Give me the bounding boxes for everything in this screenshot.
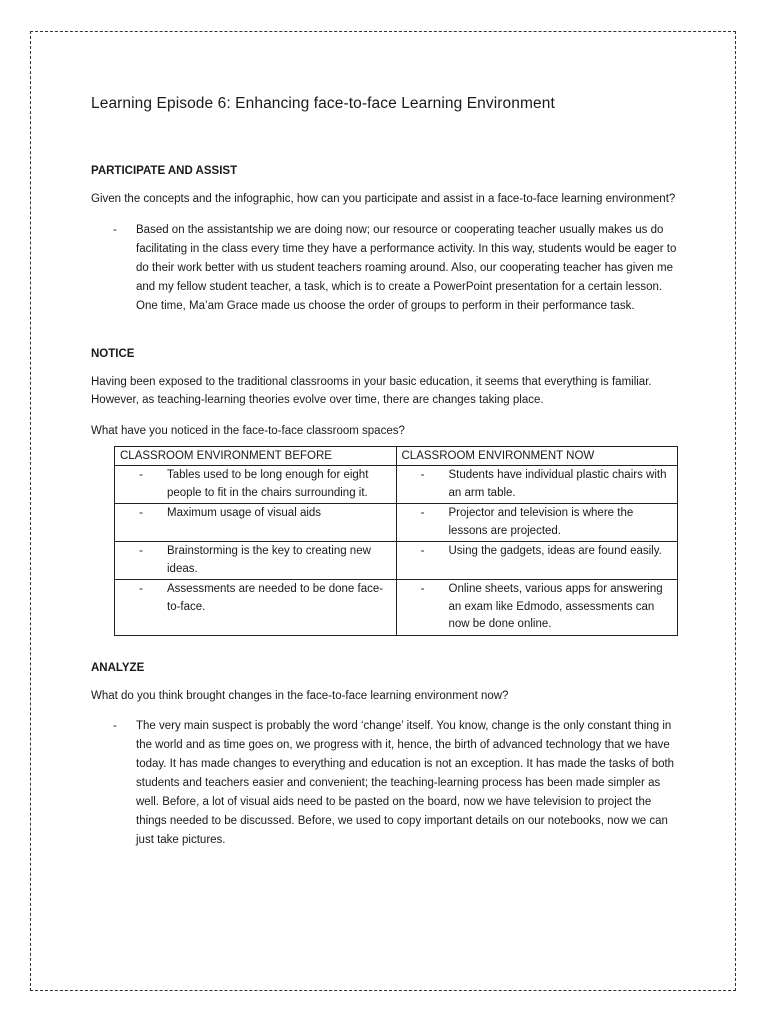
bullet-dash: - xyxy=(113,720,117,732)
cell-before xyxy=(115,466,397,504)
cell-text: Online sheets, various apps for answering an exam like Edmodo, assessments can now be done online. xyxy=(448,583,663,630)
cell-text: Tables used to be long enough for eight people to fit in the chairs surrounding it. xyxy=(167,469,369,499)
table-row xyxy=(115,466,678,504)
bullet-dash: - xyxy=(420,507,425,519)
classroom-comparison-table xyxy=(114,446,678,636)
analyze-answer-text: The very main suspect is probably the word ‘change’ itself. You know, change is the only constant thing in the world and as time goes on, we progress with it, hence, the birth of advanced technology that we have today. It has made changes to everything and education is not an exception. It has made the tasks of both students and teachers easier and convenient; the teaching-learning process has been made simpler as well. Before, a lot of visual aids need to be pasted on the board, now we have television to project the things needed to be discussed. Before, we used to copy important details on our notebooks, now we can just take pictures. xyxy=(136,720,675,846)
cell-text: Brainstorming is the key to creating new ideas. xyxy=(167,545,371,575)
table-header-row xyxy=(115,447,678,466)
cell-now xyxy=(396,466,678,504)
analyze-question: What do you think brought changes in the face-to-face learning environment now? xyxy=(91,689,509,702)
cell-text: Projector and television is where the lessons are projected. xyxy=(448,507,634,537)
participate-question: Given the concepts and the infographic, how can you participate and assist in a face-to-face learning environment? xyxy=(91,193,676,205)
bullet-dash: - xyxy=(113,223,117,236)
cell-before xyxy=(115,580,397,636)
cell-before xyxy=(115,504,397,542)
bullet-dash: - xyxy=(420,469,425,481)
bullet-dash: - xyxy=(420,583,425,595)
analyze-answer xyxy=(113,717,681,850)
table-row xyxy=(115,504,678,542)
cell-now xyxy=(396,580,678,636)
bullet-dash: - xyxy=(139,469,143,481)
participate-heading: PARTICIPATE AND ASSIST xyxy=(91,165,238,177)
notice-intro: Having been exposed to the traditional classrooms in your basic education, it seems that everything is familiar. However, as teaching-learning theories evolve over time, there are changes taking place. xyxy=(91,375,652,406)
bullet-dash: - xyxy=(139,583,143,595)
cell-text: Maximum usage of visual aids xyxy=(167,507,322,519)
table-row xyxy=(115,542,678,580)
cell-text: Assessments are needed to be done face-to-face. xyxy=(167,583,384,613)
bullet-dash: - xyxy=(139,545,143,557)
cell-now xyxy=(396,504,678,542)
notice-heading: NOTICE xyxy=(91,347,135,360)
notice-question: What have you noticed in the face-to-face classroom spaces? xyxy=(91,424,405,437)
page-title: Learning Episode 6: Enhancing face-to-face Learning Environment xyxy=(91,95,555,112)
table-row xyxy=(115,580,678,636)
cell-text: Students have individual plastic chairs with an arm table. xyxy=(448,469,667,499)
participate-answer xyxy=(113,221,681,316)
cell-text: Using the gadgets, ideas are found easily. xyxy=(448,545,662,557)
bullet-dash: - xyxy=(420,545,425,557)
analyze-heading: ANALYZE xyxy=(91,661,145,674)
header-before: CLASSROOM ENVIRONMENT BEFORE xyxy=(115,447,397,466)
header-now: CLASSROOM ENVIRONMENT NOW xyxy=(396,447,678,466)
cell-before xyxy=(115,542,397,580)
cell-now xyxy=(396,542,678,580)
participate-answer-text: Based on the assistantship we are doing now; our resource or cooperating teacher usually makes us do facilitating in the class every time they have a performance activity. In this way, students would be eager to do their work better with us student teachers roaming around. Also, our cooperating teacher has given me and my fellow student teacher, a task, which is to create a PowerPoint presentation for a certain lesson. One time, Ma’am Grace made us choose the order of groups to perform in their performance task. xyxy=(136,223,677,312)
document-body xyxy=(91,95,681,850)
bullet-dash: - xyxy=(139,507,143,519)
